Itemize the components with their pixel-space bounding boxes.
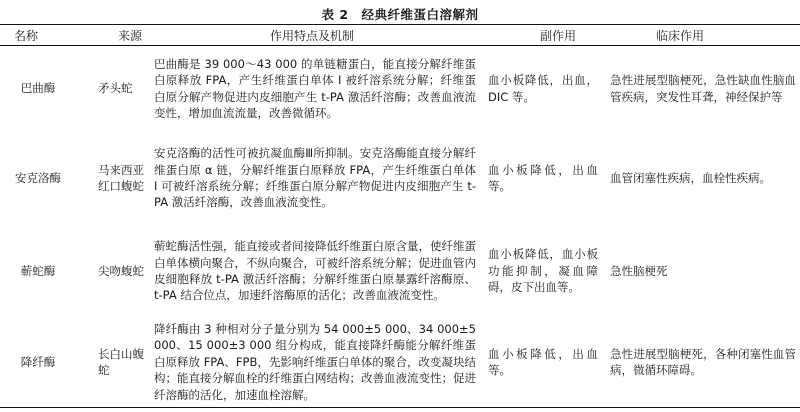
cell-name: 蕲蛇酶 xyxy=(20,263,56,278)
cell-side-effects: 血小板降低，出血等。 xyxy=(488,346,598,377)
cell-side-effects: 血小板降低，出血，DIC 等。 xyxy=(488,73,598,104)
cell-name: 降纤酶 xyxy=(20,354,56,369)
cell-mechanism: 安克洛酶的活性可被抗凝血酶Ⅲ所抑制。安克洛酶能直接分解纤维蛋白原 α 链，分解纤维蛋白原释放 FPA，产生纤维蛋白单体 I 可被纤溶系统分解；纤维蛋白原分解产物促进内皮细胞产生 t-PA 激活纤溶酶，改善血液流变性。 xyxy=(154,146,476,210)
cell-source: 尖吻蝮蛇 xyxy=(98,263,144,278)
table-row xyxy=(0,225,800,317)
cell-clinical-use: 急性脑梗死 xyxy=(610,263,668,278)
cell-mechanism: 降纤酶由 3 种相对分子量分别为 54 000±5 000、34 000±5 000、15 000±3 000 组分构成，能直接降纤酶能分解纤维蛋白原释放 FPA、FPB，先影响纤维蛋白单体的聚合，改变凝块结构；能直接分解血栓的纤维蛋白网结构；改善血液流变性；促进纤溶酶的活化，加速血栓溶解。 xyxy=(154,321,476,402)
cell-source: 长白山蝮蛇 xyxy=(98,346,144,377)
cell-mechanism: 巴曲酶是 39 000～43 000 的单链糖蛋白，能直接分解纤维蛋白原释放 FPA，产生纤维蛋白单体 I 被纤溶系统分解；纤维蛋白原分解产物促进内皮细胞产生 t-PA 激活纤溶酶；改善血液流变性，增加血流流量，改善微循环。 xyxy=(154,56,476,120)
header-row xyxy=(0,25,800,46)
table-row xyxy=(0,46,800,132)
cell-clinical-use: 急性进展型脑梗死，各种闭塞性血管病，微循环障碍。 xyxy=(610,346,796,377)
cell-source: 矛头蛇 xyxy=(98,81,133,96)
header-mechanism: 作用特点及机制 xyxy=(150,25,480,46)
table-body xyxy=(0,46,800,408)
table-row xyxy=(0,131,800,225)
cell-clinical-use: 急性进展型脑梗死，急性缺血性脑血管疾病，突发性耳聋，神经保护等 xyxy=(610,73,796,104)
table-caption: 表 2 经典纤维蛋白溶解剂 xyxy=(321,7,479,22)
header-name: 名称 xyxy=(0,25,78,46)
cell-side-effects: 血小板降低，血小板功能抑制，凝血障碍，皮下出血等。 xyxy=(488,247,598,295)
fibrinolytic-agents-table xyxy=(0,24,800,408)
header-source: 来源 xyxy=(78,25,150,46)
header-side-effects: 副作用 xyxy=(480,25,602,46)
cell-name: 巴曲酶 xyxy=(20,81,56,96)
table-row xyxy=(0,317,800,408)
cell-source: 马来西亚红口蝮蛇 xyxy=(98,162,144,193)
header-clinical-use: 临床作用 xyxy=(602,25,800,46)
cell-name: 安克洛酶 xyxy=(15,170,61,185)
cell-side-effects: 血小板降低，出血等。 xyxy=(488,162,598,193)
table-header xyxy=(0,25,800,46)
cell-mechanism: 蕲蛇酶活性强，能直接或者间接降低纤维蛋白原含量，使纤维蛋白单体横向聚合，不纵向聚合，可被纤溶系统分解；促进血管内皮细胞释放 t-PA 激活纤溶酶；分解纤维蛋白原暴露纤溶酶原、t-PA 结合位点，加速纤溶酶原的活化；改善血液流变性。 xyxy=(154,239,476,303)
cell-clinical-use: 血管闭塞性疾病，血栓性疾病。 xyxy=(610,170,771,185)
